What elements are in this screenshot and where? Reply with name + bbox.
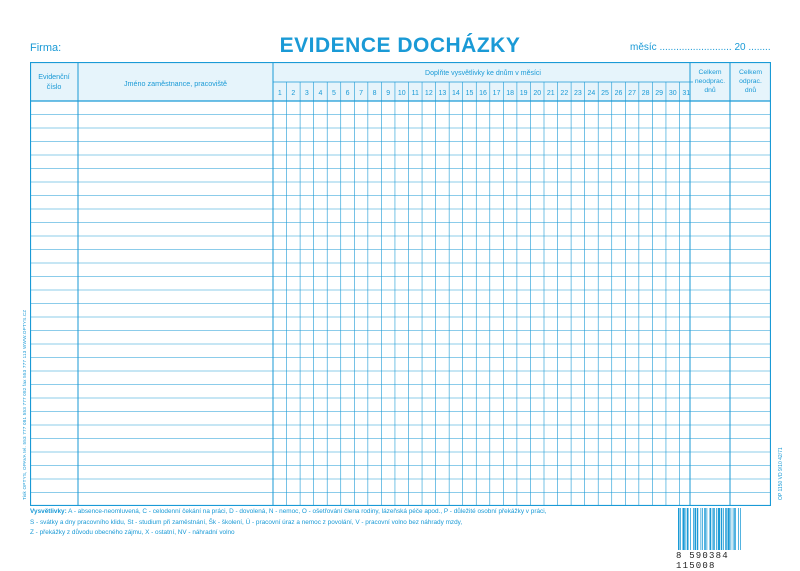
legend-line-1: A - absence-neomluvená, C - celodenní čekání na práci, D - dovolená, N - nemoc, O - ošetřování člena rodiny, lázeňská péče apod., P - důležité osobní překážky v práci, [68,508,547,515]
header-neodprac-1: neodprac. [694,78,726,85]
day-number-31: 31 [682,90,691,97]
day-number-7: 7 [359,90,364,97]
day-number-20: 20 [533,90,542,97]
day-number-2: 2 [291,90,296,97]
day-number-29: 29 [655,90,664,97]
day-number-14: 14 [452,90,460,97]
day-number-30: 30 [668,90,677,97]
firma-label: Firma: [30,42,62,54]
month-year-field: měsíc .......................... 20 ........ [630,42,771,53]
printer-imprint: Tisk OPTYS, OPAVA tel. 553 777 081 553 777 082 fax 553 777 113 WWW.OPTYS.CZ [22,309,27,500]
day-number-8: 8 [372,90,377,97]
barcode-bar [712,508,713,550]
attendance-grid [30,62,771,506]
barcode-bar [707,508,708,550]
barcode-bar [695,508,697,550]
day-number-28: 28 [641,90,650,97]
barcode-bar [693,508,694,550]
header-odprac-0: Celkem [738,69,763,76]
barcode-bar [710,508,712,550]
day-number-3: 3 [304,90,309,97]
header-neodprac-0: Celkem [698,69,722,76]
form-header [0,0,800,62]
day-number-24: 24 [587,90,596,97]
barcode-bar [697,508,699,550]
barcode-bar [702,508,703,550]
day-number-15: 15 [465,90,474,97]
day-number-12: 12 [424,90,433,97]
day-number-5: 5 [332,90,336,97]
barcode-bar [713,508,715,550]
day-number-27: 27 [628,90,636,97]
day-number-6: 6 [345,90,350,97]
legend-line-3: Z - překážky z důvodu obecného zájmu, X - ostatní, NV - náhradní volno [30,529,235,536]
barcode-bar [733,508,734,550]
barcode-bar [701,508,702,550]
day-number-18: 18 [506,90,515,97]
barcode-bar [690,508,691,550]
day-number-22: 22 [560,90,569,97]
day-number-11: 11 [411,90,419,97]
barcode-bar [678,508,680,550]
barcode-bar [687,508,689,550]
barcode-bar [738,508,739,550]
legend-line-2: S - svátky a dny pracovního klidu, St - studium při zaměstnání, Šk - školení, Ú - pracovní úraz a nemoc z povolání, V - pracovní volno bez náhrady mzdy, [30,518,463,526]
barcode-bar [683,508,685,550]
barcode-number: 8 590384 115008 [676,551,729,571]
barcode-bar [680,508,681,550]
header-odprac-2: dnů [744,87,757,94]
barcode-bar [731,508,732,550]
legend-label: Vysvětlivky: [30,508,67,515]
header-cislo: číslo [46,82,62,91]
day-number-17: 17 [492,90,501,97]
form-title: EVIDENCE DOCHÁZKY [279,34,521,57]
day-number-4: 4 [318,90,323,97]
barcode-bar [740,508,741,550]
header-neodprac-2: dnů [704,87,716,94]
day-number-26: 26 [614,90,623,97]
day-number-19: 19 [519,90,528,97]
barcode-bar [725,508,727,550]
day-number-16: 16 [479,90,487,97]
barcode-bar [716,508,717,550]
day-number-10: 10 [397,90,406,97]
barcode-bar [686,508,687,550]
day-number-21: 21 [546,90,555,97]
header-evidencni: Evidenční [38,72,70,81]
day-number-9: 9 [386,90,391,97]
barcode-bar [728,508,730,550]
header-odprac-1: odprac. [739,78,762,85]
day-number-1: 1 [277,90,282,97]
header-jmeno: Jméno zaměstnance, pracoviště [123,79,228,88]
barcode-bar [734,508,736,550]
barcode-bar [718,508,720,550]
legend [30,507,630,539]
header-days: Doplňte vysvětlivky ke dnům v měsíci [425,70,541,77]
day-number-13: 13 [438,90,447,97]
day-number-25: 25 [601,90,609,97]
barcode-bar [721,508,723,550]
barcode-bar [704,508,706,550]
barcode-bar [723,508,724,550]
form-code: OP 1150 VD 9/10 42/71 [778,447,784,500]
day-number-23: 23 [573,90,582,97]
attendance-table [30,62,771,506]
barcode [676,508,768,550]
